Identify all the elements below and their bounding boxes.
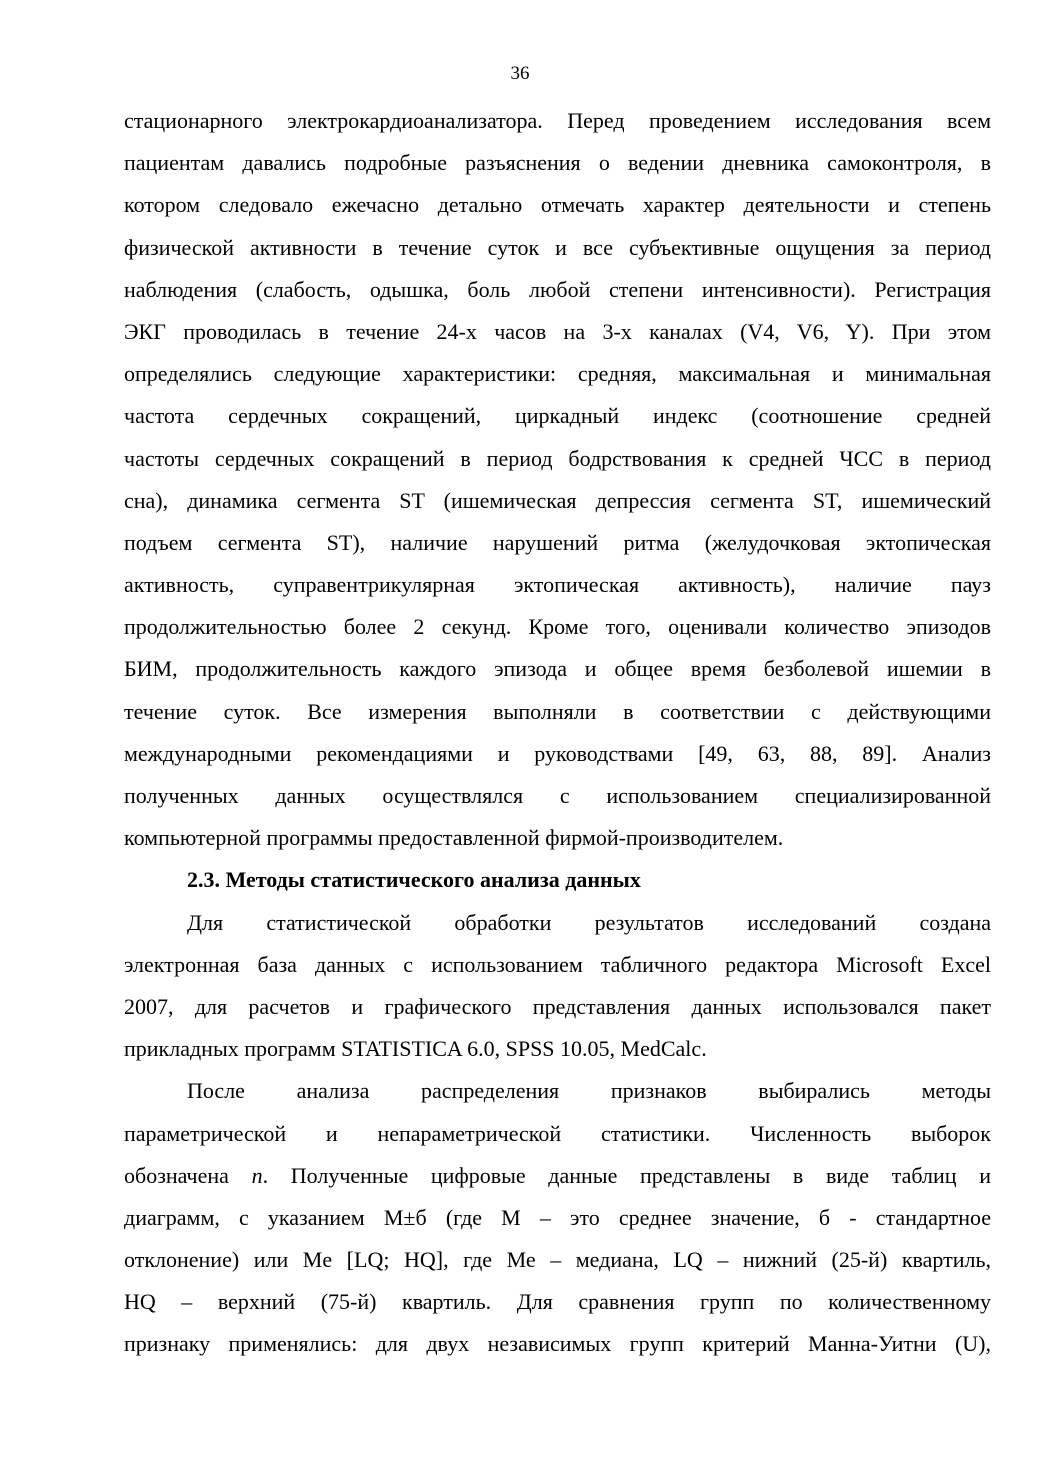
text-line: подъем сегмента ST), наличие нарушений ритма (желудочковая эктопическая [124, 529, 991, 555]
document-body [124, 100, 991, 1366]
page-number: 36 [510, 63, 530, 84]
text-line: определялись следующие характеристики: средняя, максимальная и минимальная [124, 361, 991, 387]
text-line: продолжительностью более 2 секунд. Кроме того, оценивали количество эпизодов [124, 614, 991, 640]
text-line: диаграмм, с указанием М±б (где М – это среднее значение, б - стандартное [124, 1204, 991, 1230]
text-line [124, 1155, 991, 1197]
paragraph-holter-monitoring [124, 100, 991, 859]
text-fragment: . Полученные цифровые данные представлены в виде таблиц и [262, 1162, 991, 1188]
text-line: компьютерной программы предоставленной фирмой-производителем. [124, 825, 784, 851]
text-line: прикладных программ STATISTICA 6.0, SPSS 10.05, MedCalc. [124, 1036, 707, 1062]
text-line: электронная база данных с использованием табличного редактора Microsoft Excel [124, 951, 991, 977]
italic-variable: n [251, 1162, 263, 1188]
paragraph-software [124, 902, 991, 1071]
paragraph-statistics-methods [124, 1070, 991, 1365]
text-line: частота сердечных сокращений, циркадный индекс (соотношение средней [124, 403, 991, 429]
text-line: отклонение) или Me [LQ; HQ], где Ме – медиана, LQ – нижний (25-й) квартиль, [124, 1247, 991, 1273]
text-fragment: обозначена [124, 1162, 252, 1188]
text-line: пациентам давались подробные разъяснения о ведении дневника самоконтроля, в [124, 150, 991, 176]
text-line: частоты сердечных сокращений в период бодрствования к средней ЧСС в период [124, 445, 991, 471]
text-line: 2007, для расчетов и графического представления данных использовался пакет [124, 993, 991, 1019]
text-line: сна), динамика сегмента ST (ишемическая депрессия сегмента ST, ишемический [124, 487, 991, 513]
text-line: После анализа распределения признаков выбирались методы [187, 1078, 991, 1104]
text-line: стационарного электрокардиоанализатора. Перед проведением исследования всем [124, 108, 991, 133]
text-line: признаку применялись: для двух независимых групп критерий Манна-Уитни (U), [124, 1331, 991, 1357]
text-line: HQ – верхний (75-й) квартиль. Для сравнения групп по количественному [124, 1289, 991, 1315]
text-line: параметрической и непараметрической статистики. Численность выборок [124, 1120, 991, 1146]
text-line: активность, суправентрикулярная эктопическая активность), наличие пауз [124, 572, 991, 598]
text-line: международными рекомендациями и руководствами [49, 63, 88, 89]. Анализ [124, 740, 991, 766]
text-line: ЭКГ проводилась в течение 24-х часов на 3-х каналах (V4, V6, Y). При этом [124, 318, 991, 344]
text-line: течение суток. Все измерения выполняли в соответствии с действующими [124, 698, 991, 724]
text-line: полученных данных осуществлялся с использованием специализированной [124, 783, 991, 808]
text-line: БИМ, продолжительность каждого эпизода и общее время безболевой ишемии в [124, 656, 991, 682]
text-line: физической активности в течение суток и все субъективные ощущения за период [124, 234, 991, 260]
text-line: наблюдения (слабость, одышка, боль любой степени интенсивности). Регистрация [124, 276, 991, 302]
section-heading: 2.3. Методы статистического анализа данных [187, 867, 641, 893]
text-line: котором следовало ежечасно детально отмечать характер деятельности и степень [124, 192, 991, 218]
text-line: Для статистической обработки результатов исследований создана [187, 909, 991, 935]
